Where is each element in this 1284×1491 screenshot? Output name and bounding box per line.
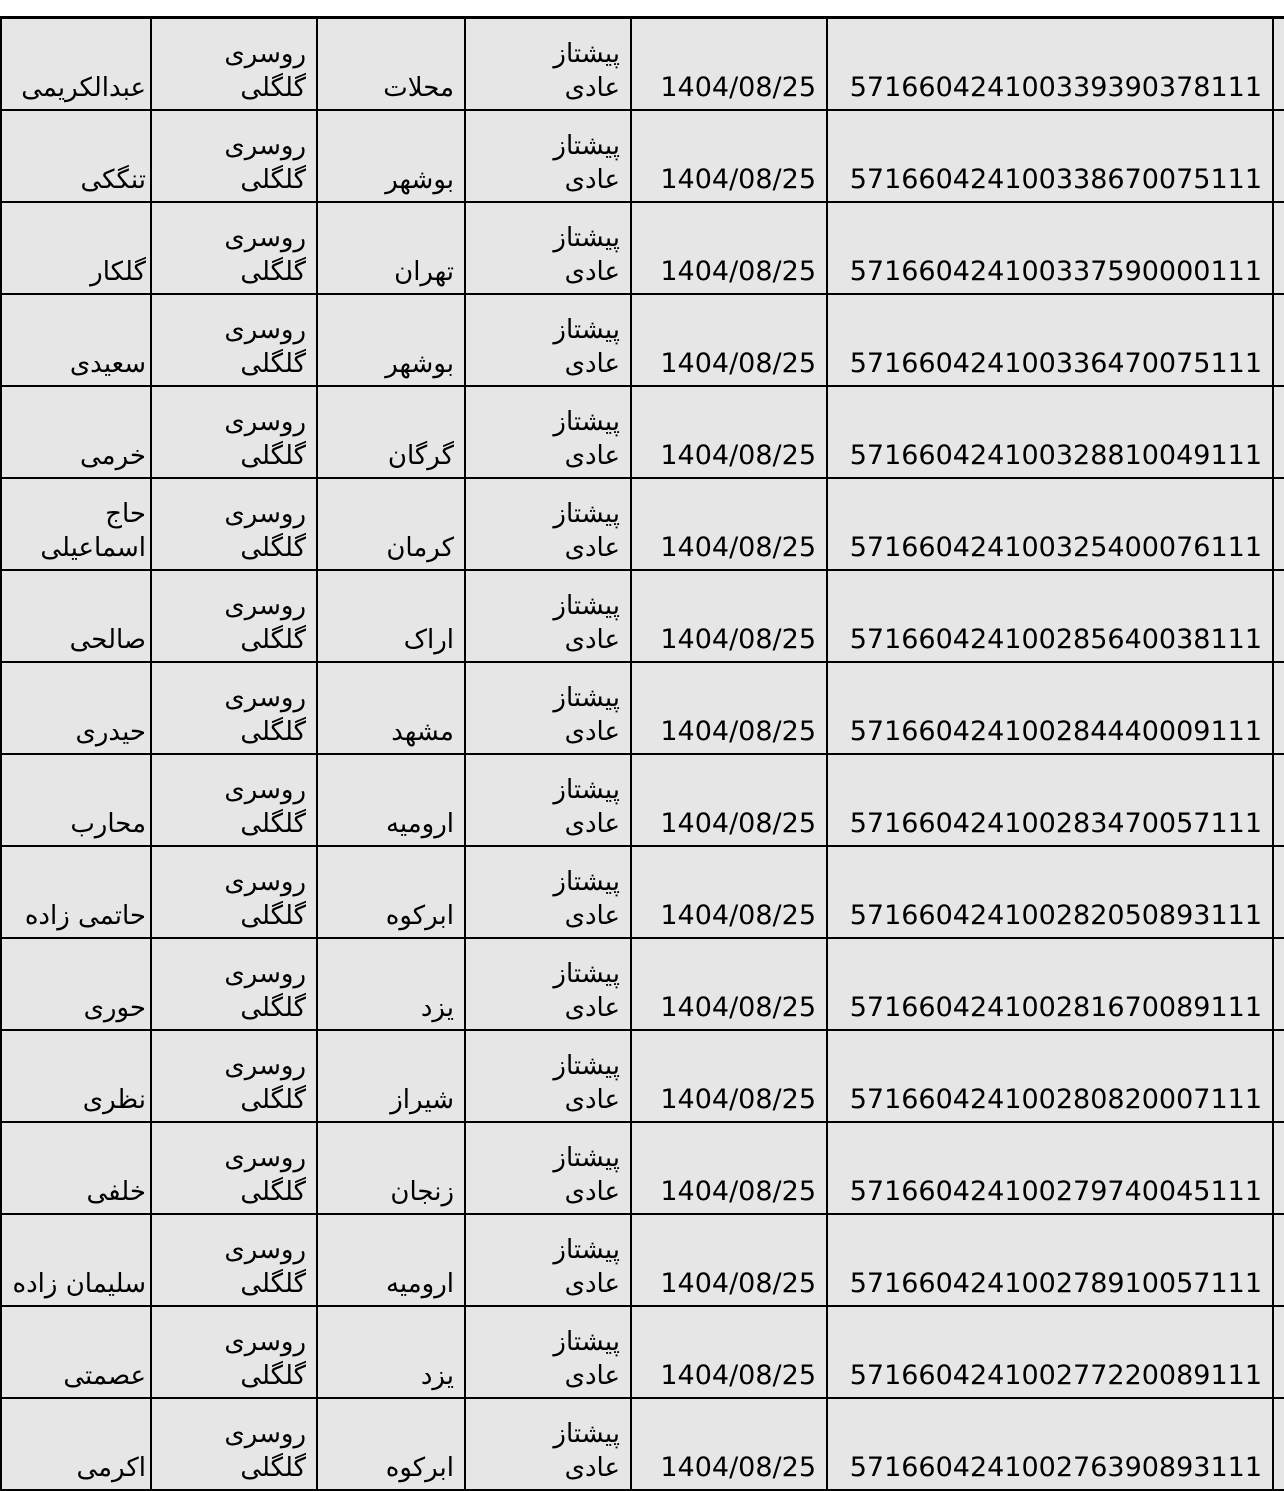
service-line: عادی bbox=[564, 73, 620, 103]
product-line: گلگلی bbox=[240, 809, 306, 839]
service-cell bbox=[465, 938, 631, 1030]
table-row bbox=[1, 938, 1284, 1030]
service-line: عادی bbox=[564, 257, 620, 287]
date-cell: 1404/08/25 bbox=[631, 754, 827, 846]
city-cell: ارومیه bbox=[317, 754, 465, 846]
product-line: گلگلی bbox=[240, 1453, 306, 1483]
tracking-number-cell: 571660424100276390893111 bbox=[827, 1398, 1273, 1490]
product-line: گلگلی bbox=[240, 533, 306, 563]
product-line: روسری bbox=[224, 959, 306, 989]
service-line: عادی bbox=[564, 1269, 620, 1299]
product-line: روسری bbox=[224, 591, 306, 621]
customer-cell: حوری bbox=[1, 938, 151, 1030]
customer-cell: خرمی bbox=[1, 386, 151, 478]
product-line: روسری bbox=[224, 1051, 306, 1081]
date-cell: 1404/08/25 bbox=[631, 386, 827, 478]
table-row bbox=[1, 386, 1284, 478]
product-cell bbox=[151, 1214, 317, 1306]
city-cell: بوشهر bbox=[317, 294, 465, 386]
tracking-number-cell: 571660424100336470075111 bbox=[827, 294, 1273, 386]
product-cell bbox=[151, 662, 317, 754]
service-line: پیشتاز bbox=[553, 1419, 620, 1449]
product-cell bbox=[151, 1398, 317, 1490]
service-cell bbox=[465, 1214, 631, 1306]
product-cell bbox=[151, 110, 317, 202]
service-line: پیشتاز bbox=[553, 683, 620, 713]
service-line: پیشتاز bbox=[553, 315, 620, 345]
blank-cell bbox=[1273, 478, 1284, 570]
service-cell bbox=[465, 478, 631, 570]
city-cell: گرگان bbox=[317, 386, 465, 478]
product-line: گلگلی bbox=[240, 349, 306, 379]
service-line: پیشتاز bbox=[553, 591, 620, 621]
blank-cell bbox=[1273, 662, 1284, 754]
tracking-number-cell: 571660424100283470057111 bbox=[827, 754, 1273, 846]
product-line: گلگلی bbox=[240, 625, 306, 655]
product-line: روسری bbox=[224, 131, 306, 161]
product-line: گلگلی bbox=[240, 717, 306, 747]
date-cell: 1404/08/25 bbox=[631, 1398, 827, 1490]
product-line: گلگلی bbox=[240, 1177, 306, 1207]
service-cell bbox=[465, 846, 631, 938]
service-line: پیشتاز bbox=[553, 1327, 620, 1357]
product-line: روسری bbox=[224, 683, 306, 713]
service-line: پیشتاز bbox=[553, 131, 620, 161]
table-row bbox=[1, 1306, 1284, 1398]
tracking-number-cell: 571660424100337590000111 bbox=[827, 202, 1273, 294]
date-cell: 1404/08/25 bbox=[631, 1306, 827, 1398]
product-line: روسری bbox=[224, 775, 306, 805]
date-cell: 1404/08/25 bbox=[631, 1214, 827, 1306]
table-row bbox=[1, 846, 1284, 938]
product-cell bbox=[151, 18, 317, 110]
product-cell bbox=[151, 570, 317, 662]
city-cell: ابرکوه bbox=[317, 846, 465, 938]
date-cell: 1404/08/25 bbox=[631, 202, 827, 294]
tracking-number-cell: 571660424100281670089111 bbox=[827, 938, 1273, 1030]
blank-cell bbox=[1273, 1030, 1284, 1122]
city-cell: شیراز bbox=[317, 1030, 465, 1122]
tracking-number-cell: 571660424100279740045111 bbox=[827, 1122, 1273, 1214]
product-line: گلگلی bbox=[240, 165, 306, 195]
service-line: عادی bbox=[564, 1177, 620, 1207]
product-line: روسری bbox=[224, 867, 306, 897]
customer-cell: عصمتی bbox=[1, 1306, 151, 1398]
date-cell: 1404/08/25 bbox=[631, 662, 827, 754]
product-line: روسری bbox=[224, 39, 306, 69]
customer-cell: تنگکی bbox=[1, 110, 151, 202]
shipments-table bbox=[0, 17, 1284, 1491]
product-line: روسری bbox=[224, 315, 306, 345]
table-row bbox=[1, 110, 1284, 202]
city-cell: تهران bbox=[317, 202, 465, 294]
service-line: پیشتاز bbox=[553, 407, 620, 437]
service-line: عادی bbox=[564, 1361, 620, 1391]
table-row bbox=[1, 202, 1284, 294]
date-cell: 1404/08/25 bbox=[631, 294, 827, 386]
table-row bbox=[1, 1122, 1284, 1214]
date-cell: 1404/08/25 bbox=[631, 570, 827, 662]
product-line: گلگلی bbox=[240, 1085, 306, 1115]
customer-cell: سعیدی bbox=[1, 294, 151, 386]
table-row bbox=[1, 1214, 1284, 1306]
table-row bbox=[1, 1398, 1284, 1490]
tracking-number-cell: 571660424100284440009111 bbox=[827, 662, 1273, 754]
product-line: روسری bbox=[224, 223, 306, 253]
service-line: پیشتاز bbox=[553, 1143, 620, 1173]
product-line: گلگلی bbox=[240, 993, 306, 1023]
product-line: روسری bbox=[224, 1235, 306, 1265]
product-cell bbox=[151, 938, 317, 1030]
tracking-number-cell: 571660424100339390378111 bbox=[827, 18, 1273, 110]
service-cell bbox=[465, 1122, 631, 1214]
service-line: عادی bbox=[564, 993, 620, 1023]
customer-cell: صالحی bbox=[1, 570, 151, 662]
city-cell: ارومیه bbox=[317, 1214, 465, 1306]
city-cell: اراک bbox=[317, 570, 465, 662]
city-cell: محلات bbox=[317, 18, 465, 110]
product-cell bbox=[151, 478, 317, 570]
date-cell: 1404/08/25 bbox=[631, 938, 827, 1030]
service-line: عادی bbox=[564, 717, 620, 747]
table-row bbox=[1, 294, 1284, 386]
date-cell: 1404/08/25 bbox=[631, 110, 827, 202]
blank-cell bbox=[1273, 1214, 1284, 1306]
date-cell: 1404/08/25 bbox=[631, 478, 827, 570]
city-cell: ابرکوه bbox=[317, 1398, 465, 1490]
service-cell bbox=[465, 18, 631, 110]
product-line: روسری bbox=[224, 1419, 306, 1449]
customer-cell: عبدالکریمی bbox=[1, 18, 151, 110]
service-line: پیشتاز bbox=[553, 867, 620, 897]
customer-cell: حاج اسماعیلی bbox=[1, 478, 151, 570]
product-cell bbox=[151, 846, 317, 938]
shipments-table-body bbox=[1, 18, 1284, 1490]
table-row bbox=[1, 18, 1284, 110]
product-line: روسری bbox=[224, 407, 306, 437]
city-cell: یزد bbox=[317, 1306, 465, 1398]
service-cell bbox=[465, 386, 631, 478]
service-line: عادی bbox=[564, 901, 620, 931]
service-line: پیشتاز bbox=[553, 39, 620, 69]
table-row bbox=[1, 754, 1284, 846]
customer-cell: محارب bbox=[1, 754, 151, 846]
city-cell: یزد bbox=[317, 938, 465, 1030]
product-cell bbox=[151, 1122, 317, 1214]
service-line: پیشتاز bbox=[553, 1051, 620, 1081]
tracking-number-cell: 571660424100285640038111 bbox=[827, 570, 1273, 662]
service-line: پیشتاز bbox=[553, 499, 620, 529]
product-cell bbox=[151, 294, 317, 386]
table-row bbox=[1, 1030, 1284, 1122]
blank-cell bbox=[1273, 1122, 1284, 1214]
product-line: گلگلی bbox=[240, 257, 306, 287]
tracking-number-cell: 571660424100338670075111 bbox=[827, 110, 1273, 202]
date-cell: 1404/08/25 bbox=[631, 1122, 827, 1214]
city-cell: کرمان bbox=[317, 478, 465, 570]
service-line: عادی bbox=[564, 349, 620, 379]
customer-cell: نظری bbox=[1, 1030, 151, 1122]
blank-cell bbox=[1273, 110, 1284, 202]
product-cell bbox=[151, 386, 317, 478]
blank-cell bbox=[1273, 1398, 1284, 1490]
table-row bbox=[1, 478, 1284, 570]
service-line: عادی bbox=[564, 809, 620, 839]
date-cell: 1404/08/25 bbox=[631, 846, 827, 938]
date-cell: 1404/08/25 bbox=[631, 18, 827, 110]
blank-cell bbox=[1273, 202, 1284, 294]
service-line: عادی bbox=[564, 1085, 620, 1115]
city-cell: زنجان bbox=[317, 1122, 465, 1214]
customer-cell: حاتمی زاده bbox=[1, 846, 151, 938]
tracking-number-cell: 571660424100325400076111 bbox=[827, 478, 1273, 570]
product-line: گلگلی bbox=[240, 901, 306, 931]
product-line: گلگلی bbox=[240, 1269, 306, 1299]
tracking-number-cell: 571660424100277220089111 bbox=[827, 1306, 1273, 1398]
service-cell bbox=[465, 662, 631, 754]
city-cell: مشهد bbox=[317, 662, 465, 754]
blank-cell bbox=[1273, 938, 1284, 1030]
tracking-number-cell: 571660424100278910057111 bbox=[827, 1214, 1273, 1306]
service-cell bbox=[465, 754, 631, 846]
service-line: عادی bbox=[564, 165, 620, 195]
product-line: گلگلی bbox=[240, 441, 306, 471]
product-line: روسری bbox=[224, 1143, 306, 1173]
service-cell bbox=[465, 1306, 631, 1398]
table-row bbox=[1, 662, 1284, 754]
product-cell bbox=[151, 202, 317, 294]
tracking-number-cell: 571660424100282050893111 bbox=[827, 846, 1273, 938]
customer-cell: حیدری bbox=[1, 662, 151, 754]
city-cell: بوشهر bbox=[317, 110, 465, 202]
service-line: عادی bbox=[564, 625, 620, 655]
product-cell bbox=[151, 1306, 317, 1398]
service-cell bbox=[465, 570, 631, 662]
customer-cell: سلیمان زاده bbox=[1, 1214, 151, 1306]
service-cell bbox=[465, 294, 631, 386]
customer-cell: گلکار bbox=[1, 202, 151, 294]
product-line: روسری bbox=[224, 499, 306, 529]
table-row bbox=[1, 570, 1284, 662]
service-line: پیشتاز bbox=[553, 1235, 620, 1265]
customer-cell: اکرمی bbox=[1, 1398, 151, 1490]
service-line: عادی bbox=[564, 441, 620, 471]
service-cell bbox=[465, 202, 631, 294]
service-cell bbox=[465, 1030, 631, 1122]
service-line: پیشتاز bbox=[553, 775, 620, 805]
product-cell bbox=[151, 754, 317, 846]
customer-cell: خلفی bbox=[1, 1122, 151, 1214]
blank-cell bbox=[1273, 294, 1284, 386]
product-cell bbox=[151, 1030, 317, 1122]
blank-cell bbox=[1273, 1306, 1284, 1398]
product-line: روسری bbox=[224, 1327, 306, 1357]
service-line: عادی bbox=[564, 533, 620, 563]
blank-cell bbox=[1273, 846, 1284, 938]
tracking-number-cell: 571660424100328810049111 bbox=[827, 386, 1273, 478]
service-cell bbox=[465, 110, 631, 202]
service-line: پیشتاز bbox=[553, 959, 620, 989]
service-cell bbox=[465, 1398, 631, 1490]
blank-cell bbox=[1273, 570, 1284, 662]
product-line: گلگلی bbox=[240, 1361, 306, 1391]
blank-cell bbox=[1273, 754, 1284, 846]
service-line: عادی bbox=[564, 1453, 620, 1483]
blank-cell bbox=[1273, 386, 1284, 478]
blank-cell bbox=[1273, 18, 1284, 110]
tracking-number-cell: 571660424100280820007111 bbox=[827, 1030, 1273, 1122]
date-cell: 1404/08/25 bbox=[631, 1030, 827, 1122]
service-line: پیشتاز bbox=[553, 223, 620, 253]
product-line: گلگلی bbox=[240, 73, 306, 103]
